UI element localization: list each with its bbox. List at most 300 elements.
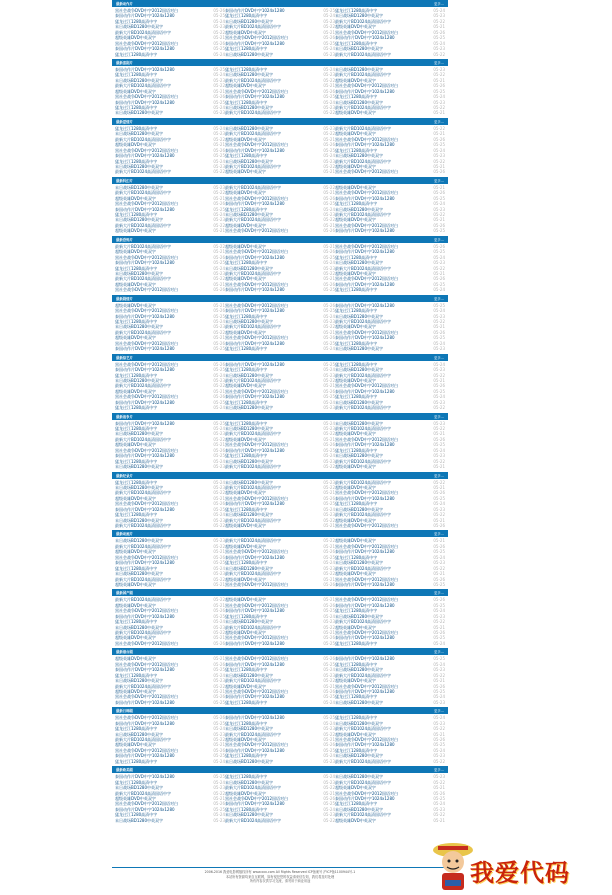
more-link[interactable]: 更多... bbox=[433, 2, 444, 6]
list-item[interactable] bbox=[115, 818, 225, 823]
movie-title-link[interactable]: 超级英雄DVD中英双字 bbox=[115, 302, 156, 308]
movie-title-link[interactable]: 超级英雄DVD中英双字 bbox=[225, 597, 266, 603]
movie-title-link[interactable]: 黑社会战争DVD中字2012国语对白 bbox=[335, 222, 399, 228]
movie-title-link[interactable]: 超级英雄DVD中英双字 bbox=[115, 635, 156, 641]
movie-title-link[interactable]: 超级英雄DVD中英双字 bbox=[335, 270, 376, 276]
movie-title-link[interactable]: 泰国动作片DVD中字1024x1280 bbox=[115, 46, 175, 52]
movie-title-link[interactable]: 末日战场BD1280中英双字 bbox=[115, 217, 164, 223]
movie-title-link[interactable]: 泰国动作片DVD中字1024x1280 bbox=[115, 399, 175, 405]
movie-title-link[interactable]: 最新大片BD1024高清国语中字 bbox=[335, 18, 392, 24]
movie-title-link[interactable]: 猛龙过江1280高清中字 bbox=[225, 399, 268, 405]
movie-title-link[interactable]: 猛龙过江1280高清中字 bbox=[225, 313, 268, 319]
movie-title-link[interactable]: 泰国动作片DVD中字1024x1280 bbox=[115, 13, 175, 19]
movie-title-link[interactable]: 末日战场BD1280中英双字 bbox=[115, 785, 164, 791]
movie-title-link[interactable]: 猛龙过江1280高清中字 bbox=[225, 613, 268, 619]
movie-title-link[interactable]: 最新大片BD1024高清国语中字 bbox=[115, 276, 172, 282]
section-title[interactable]: 最新喜剧片 bbox=[116, 60, 133, 65]
movie-title-link[interactable]: 超级英雄DVD中英双字 bbox=[225, 790, 266, 796]
movie-title-link[interactable]: 末日战场BD1280中英双字 bbox=[115, 817, 164, 823]
movie-title-link[interactable]: 黑社会战争DVD中字2012国语对白 bbox=[225, 302, 289, 308]
list-item[interactable] bbox=[115, 110, 225, 115]
movie-title-link[interactable]: 最新大片BD1024高清国语中字 bbox=[335, 105, 392, 110]
movie-title-link[interactable]: 最新大片BD1024高清国语中字 bbox=[115, 790, 172, 796]
movie-title-link[interactable]: 末日战场BD1280中英双字 bbox=[335, 260, 384, 266]
movie-title-link[interactable]: 末日战场BD1280中英双字 bbox=[335, 66, 384, 72]
more-link[interactable]: 更多... bbox=[433, 591, 444, 596]
list-item[interactable] bbox=[335, 700, 445, 705]
movie-title-link[interactable]: 超级英雄DVD中英双字 bbox=[335, 624, 376, 630]
list-item[interactable] bbox=[115, 700, 225, 705]
list-item[interactable] bbox=[335, 641, 445, 646]
movie-title-link[interactable]: 黑社会战争DVD中字2012国语对白 bbox=[115, 608, 179, 614]
movie-title-link[interactable]: 末日战场BD1280中英双字 bbox=[225, 458, 274, 464]
movie-title-link[interactable]: 超级英雄DVD中英双字 bbox=[115, 249, 156, 255]
movie-title-link[interactable]: 超级英雄DVD中英双字 bbox=[225, 436, 266, 442]
movie-title-link[interactable]: 超级英雄DVD中英双字 bbox=[115, 142, 156, 148]
movie-title-link[interactable]: 最新大片BD1024高清国语中字 bbox=[225, 731, 282, 737]
list-item[interactable] bbox=[225, 523, 335, 528]
movie-title-link[interactable]: 超级英雄DVD中英双字 bbox=[225, 576, 266, 582]
movie-title-link[interactable]: 猛龙过江1280高清中字 bbox=[225, 720, 268, 726]
list-item[interactable] bbox=[225, 110, 335, 115]
movie-title-link[interactable]: 末日战场BD1280中英双字 bbox=[335, 46, 384, 52]
movie-title-link[interactable]: 末日战场BD1280中英双字 bbox=[335, 667, 384, 673]
movie-title-link[interactable]: 超级英雄DVD中英双字 bbox=[115, 549, 156, 555]
movie-title-link[interactable]: 末日战场BD1280中英双字 bbox=[115, 324, 164, 330]
movie-title-link[interactable]: 黑社会战争DVD中字2012国语对白 bbox=[335, 329, 399, 335]
movie-title-link[interactable]: 最新大片BD1024高清国语中字 bbox=[225, 517, 282, 523]
movie-title-link[interactable]: 猛龙过江1280高清中字 bbox=[115, 319, 158, 324]
movie-title-link[interactable]: 猛龙过江1280高清中字 bbox=[225, 753, 268, 759]
movie-title-link[interactable]: 末日战场BD1280中英双字 bbox=[335, 560, 384, 566]
movie-title-link[interactable]: 泰国动作片DVD中字1024x1280 bbox=[335, 388, 395, 394]
movie-title-link[interactable]: 末日战场BD1280中英双字 bbox=[115, 624, 164, 630]
movie-title-link[interactable]: 黑社会战争DVD中字2012国语对白 bbox=[225, 688, 289, 694]
list-item[interactable] bbox=[225, 287, 335, 292]
movie-title-link[interactable]: 猛龙过江1280高清中字 bbox=[335, 254, 378, 260]
movie-title-link[interactable]: 猛龙过江1280高清中字 bbox=[335, 40, 378, 46]
more-link[interactable]: 更多... bbox=[433, 296, 444, 301]
movie-title-link[interactable]: 最新大片BD1024高清国语中字 bbox=[115, 222, 172, 228]
movie-title-link[interactable]: 最新大片BD1024高清国语中字 bbox=[115, 383, 172, 389]
movie-title-link[interactable]: 末日战场BD1280中英双字 bbox=[225, 758, 274, 764]
section-title[interactable]: 最新欧美剧 bbox=[116, 768, 133, 773]
movie-title-link[interactable]: 泰国动作片DVD中字1024x1280 bbox=[115, 66, 175, 72]
movie-title-link[interactable]: 泰国动作片DVD中字1024x1280 bbox=[225, 694, 285, 700]
movie-title-link[interactable]: 最新大片BD1024高清国语中字 bbox=[335, 458, 392, 464]
movie-title-link[interactable]: 最新大片BD1024高清国语中字 bbox=[335, 565, 392, 571]
movie-title-link[interactable]: 泰国动作片DVD中字1024x1280 bbox=[115, 720, 175, 726]
movie-title-link[interactable]: 泰国动作片DVD中字1024x1280 bbox=[225, 361, 285, 367]
movie-title-link[interactable]: 泰国动作片DVD中字1024x1280 bbox=[335, 249, 395, 255]
movie-title-link[interactable]: 超级英雄DVD中英双字 bbox=[225, 190, 266, 196]
movie-title-link[interactable]: 泰国动作片DVD中字1024x1280 bbox=[115, 153, 175, 159]
movie-title-link[interactable]: 黑社会战争DVD中字2012国语对白 bbox=[225, 549, 289, 555]
movie-title-link[interactable]: 黑社会战争DVD中字2012国语对白 bbox=[335, 543, 399, 549]
movie-title-link[interactable]: 猛龙过江1280高清中字 bbox=[225, 453, 268, 459]
movie-title-link[interactable]: 黑社会战争DVD中字2012国语对白 bbox=[115, 394, 179, 400]
movie-title-link[interactable]: 泰国动作片DVD中字1024x1280 bbox=[225, 801, 285, 807]
movie-title-link[interactable]: 末日战场BD1280中英双字 bbox=[335, 753, 384, 759]
list-item[interactable] bbox=[335, 52, 445, 57]
movie-title-link[interactable]: 猛龙过江1280高清中字 bbox=[335, 715, 378, 721]
movie-title-link[interactable]: 猛龙过江1280高清中字 bbox=[115, 125, 158, 131]
more-link[interactable]: 更多... bbox=[433, 119, 444, 124]
movie-title-link[interactable]: 最新大片BD1024高清国语中字 bbox=[335, 158, 392, 164]
movie-title-link[interactable]: 泰国动作片DVD中字1024x1280 bbox=[115, 260, 175, 266]
movie-title-link[interactable]: 末日战场BD1280中英双字 bbox=[225, 265, 274, 271]
movie-title-link[interactable]: 黑社会战争DVD中字2012国语对白 bbox=[335, 169, 399, 175]
movie-title-link[interactable]: 最新大片BD1024高清国语中字 bbox=[115, 329, 172, 335]
movie-title-link[interactable]: 末日战场BD1280中英双字 bbox=[335, 153, 384, 159]
movie-title-link[interactable]: 最新大片BD1024高清国语中字 bbox=[225, 163, 282, 169]
movie-title-link[interactable]: 泰国动作片DVD中字1024x1280 bbox=[115, 99, 175, 105]
movie-title-link[interactable]: 泰国动作片DVD中字1024x1280 bbox=[335, 795, 395, 801]
list-item[interactable] bbox=[335, 287, 445, 292]
list-item[interactable] bbox=[115, 464, 225, 469]
movie-title-link[interactable]: 最新大片BD1024高清国语中字 bbox=[225, 377, 282, 383]
movie-title-link[interactable]: 末日战场BD1280中英双字 bbox=[335, 420, 384, 426]
movie-title-link[interactable]: 末日战场BD1280中英双字 bbox=[335, 367, 384, 373]
list-item[interactable] bbox=[335, 346, 445, 351]
movie-title-link[interactable]: 猛龙过江1280高清中字 bbox=[335, 640, 378, 646]
list-item[interactable] bbox=[335, 228, 445, 233]
movie-title-link[interactable]: 黑社会战争DVD中字2012国语对白 bbox=[335, 630, 399, 635]
movie-title-link[interactable]: 最新大片BD1024高清国语中字 bbox=[225, 624, 282, 630]
movie-title-link[interactable]: 黑社会战争DVD中字2012国语对白 bbox=[225, 795, 289, 801]
movie-title-link[interactable]: 末日战场BD1280中英双字 bbox=[335, 346, 384, 352]
movie-title-link[interactable]: 末日战场BD1280中英双字 bbox=[335, 699, 384, 705]
movie-title-link[interactable]: 超级英雄DVD中英双字 bbox=[335, 785, 376, 791]
movie-title-link[interactable]: 黑社会战争DVD中字2012国语对白 bbox=[335, 136, 399, 142]
movie-title-link[interactable]: 黑社会战争DVD中字2012国语对白 bbox=[115, 254, 179, 260]
movie-title-link[interactable]: 泰国动作片DVD中字1024x1280 bbox=[225, 661, 285, 667]
movie-title-link[interactable]: 猛龙过江1280高清中字 bbox=[115, 212, 158, 217]
section-title[interactable]: 最新日韩剧 bbox=[116, 709, 133, 714]
movie-title-link[interactable]: 黑社会战争DVD中字2012国语对白 bbox=[225, 495, 289, 501]
movie-title-link[interactable]: 泰国动作片DVD中字1024x1280 bbox=[225, 340, 285, 346]
movie-title-link[interactable]: 超级英雄DVD中英双字 bbox=[335, 77, 376, 83]
movie-title-link[interactable]: 末日战场BD1280中英双字 bbox=[335, 13, 384, 19]
movie-title-link[interactable]: 末日战场BD1280中英双字 bbox=[115, 377, 164, 383]
movie-title-link[interactable]: 黑社会战争DVD中字2012国语对白 bbox=[115, 361, 179, 367]
movie-title-link[interactable]: 猛龙过江1280高清中字 bbox=[335, 340, 378, 346]
movie-title-link[interactable]: 泰国动作片DVD中字1024x1280 bbox=[335, 656, 395, 662]
movie-title-link[interactable]: 泰国动作片DVD中字1024x1280 bbox=[115, 699, 175, 705]
movie-title-link[interactable]: 最新大片BD1024高清国语中字 bbox=[335, 479, 392, 485]
movie-title-link[interactable]: 超级英雄DVD中英双字 bbox=[115, 795, 156, 801]
movie-title-link[interactable]: 猛龙过江1280高清中字 bbox=[225, 346, 268, 352]
movie-title-link[interactable]: 猛龙过江1280高清中字 bbox=[335, 287, 378, 293]
movie-title-link[interactable]: 超级英雄DVD中英双字 bbox=[335, 517, 376, 523]
list-item[interactable] bbox=[115, 582, 225, 587]
list-item[interactable] bbox=[225, 818, 335, 823]
movie-title-link[interactable]: 最新大片BD1024高清国语中字 bbox=[115, 243, 172, 249]
movie-title-link[interactable]: 超级英雄DVD中英双字 bbox=[225, 383, 266, 389]
movie-title-link[interactable]: 泰国动作片DVD中字1024x1280 bbox=[115, 313, 175, 319]
movie-title-link[interactable]: 猛龙过江1280高清中字 bbox=[335, 801, 378, 807]
movie-title-link[interactable]: 泰国动作片DVD中字1024x1280 bbox=[225, 287, 285, 293]
movie-title-link[interactable]: 黑社会战争DVD中字2012国语对白 bbox=[225, 742, 289, 748]
movie-title-link[interactable]: 末日战场BD1280中英双字 bbox=[225, 72, 274, 78]
movie-title-link[interactable]: 最新大片BD1024高清国语中字 bbox=[225, 184, 282, 190]
movie-title-link[interactable]: 泰国动作片DVD中字1024x1280 bbox=[335, 635, 395, 641]
list-item[interactable] bbox=[115, 641, 225, 646]
movie-title-link[interactable]: 末日战场BD1280中英双字 bbox=[335, 806, 384, 812]
movie-title-link[interactable]: 猛龙过江1280高清中字 bbox=[335, 608, 378, 614]
movie-title-link[interactable]: 最新大片BD1024高清国语中字 bbox=[335, 812, 392, 818]
movie-title-link[interactable]: 超级英雄DVD中英双字 bbox=[225, 29, 266, 35]
movie-title-link[interactable]: 猛龙过江1280高清中字 bbox=[115, 619, 158, 625]
movie-title-link[interactable]: 末日战场BD1280中英双字 bbox=[225, 479, 274, 485]
movie-title-link[interactable]: 最新大片BD1024高清国语中字 bbox=[335, 512, 392, 518]
list-item[interactable] bbox=[225, 582, 335, 587]
movie-title-link[interactable]: 猛龙过江1280高清中字 bbox=[335, 308, 378, 314]
movie-title-link[interactable]: 猛龙过江1280高清中字 bbox=[335, 501, 378, 507]
movie-title-link[interactable]: 最新大片BD1024高清国语中字 bbox=[225, 24, 282, 30]
movie-title-link[interactable]: 泰国动作片DVD中字1024x1280 bbox=[335, 742, 395, 748]
movie-title-link[interactable]: 猛龙过江1280高清中字 bbox=[115, 18, 158, 24]
movie-title-link[interactable]: 猛龙过江1280高清中字 bbox=[115, 105, 158, 110]
movie-title-link[interactable]: 超级英雄DVD中英双字 bbox=[225, 169, 266, 175]
movie-title-link[interactable]: 末日战场BD1280中英双字 bbox=[225, 619, 274, 625]
movie-title-link[interactable]: 最新大片BD1024高清国语中字 bbox=[115, 136, 172, 142]
movie-title-link[interactable]: 超级英雄DVD中英双字 bbox=[225, 523, 266, 528]
movie-title-link[interactable]: 最新大片BD1024高清国语中字 bbox=[115, 490, 172, 496]
movie-title-link[interactable]: 超级英雄DVD中英双字 bbox=[225, 83, 266, 89]
movie-title-link[interactable]: 末日战场BD1280中英双字 bbox=[225, 512, 274, 518]
movie-title-link[interactable]: 黑社会战争DVD中字2012国语对白 bbox=[335, 683, 399, 689]
list-item[interactable] bbox=[225, 405, 335, 410]
movie-title-link[interactable]: 黑社会战争DVD中字2012国语对白 bbox=[225, 635, 289, 641]
movie-title-link[interactable]: 末日战场BD1280中英双字 bbox=[225, 158, 274, 164]
movie-title-link[interactable]: 最新大片BD1024高清国语中字 bbox=[335, 125, 392, 131]
movie-title-link[interactable]: 猛龙过江1280高清中字 bbox=[335, 661, 378, 667]
movie-title-link[interactable]: 泰国动作片DVD中字1024x1280 bbox=[115, 206, 175, 212]
movie-title-link[interactable]: 最新大片BD1024高清国语中字 bbox=[225, 431, 282, 437]
movie-title-link[interactable]: 黑社会战争DVD中字2012国语对白 bbox=[115, 747, 179, 753]
list-item[interactable] bbox=[335, 523, 445, 528]
movie-title-link[interactable]: 超级英雄DVD中英双字 bbox=[225, 737, 266, 742]
more-link[interactable]: 更多... bbox=[433, 414, 444, 419]
movie-title-link[interactable]: 超级英雄DVD中英双字 bbox=[115, 742, 156, 748]
movie-title-link[interactable]: 泰国动作片DVD中字1024x1280 bbox=[115, 367, 175, 373]
movie-title-link[interactable]: 泰国动作片DVD中字1024x1280 bbox=[115, 453, 175, 459]
section-title[interactable]: 最新爱情片 bbox=[116, 119, 133, 124]
movie-title-link[interactable]: 猛龙过江1280高清中字 bbox=[115, 758, 158, 764]
movie-title-link[interactable]: 超级英雄DVD中英双字 bbox=[115, 581, 156, 587]
movie-title-link[interactable]: 黑社会战争DVD中字2012国语对白 bbox=[115, 287, 179, 293]
section-title[interactable]: 最新综艺片 bbox=[116, 355, 133, 360]
movie-title-link[interactable]: 猛龙过江1280高清中字 bbox=[115, 51, 158, 57]
movie-title-link[interactable]: 黑社会战争DVD中字2012国语对白 bbox=[115, 501, 179, 507]
movie-title-link[interactable]: 泰国动作片DVD中字1024x1280 bbox=[225, 501, 285, 507]
movie-title-link[interactable]: 超级英雄DVD中英双字 bbox=[115, 88, 156, 94]
section-title[interactable]: 最新动作片 bbox=[116, 2, 133, 6]
movie-title-link[interactable]: 猛龙过江1280高清中字 bbox=[225, 46, 268, 52]
movie-title-link[interactable]: 末日战场BD1280中英双字 bbox=[225, 105, 274, 110]
more-link[interactable]: 更多... bbox=[433, 650, 444, 655]
movie-title-link[interactable]: 黑社会战争DVD中字2012国语对白 bbox=[115, 694, 179, 700]
movie-title-link[interactable]: 末日战场BD1280中英双字 bbox=[115, 731, 164, 737]
movie-title-link[interactable]: 黑社会战争DVD中字2012国语对白 bbox=[335, 436, 399, 442]
movie-title-link[interactable]: 泰国动作片DVD中字1024x1280 bbox=[335, 442, 395, 448]
movie-title-link[interactable]: 最新大片BD1024高清国语中字 bbox=[115, 683, 172, 689]
movie-title-link[interactable]: 最新大片BD1024高清国语中字 bbox=[335, 212, 392, 217]
movie-title-link[interactable]: 猛龙过江1280高清中字 bbox=[115, 512, 158, 518]
movie-title-link[interactable]: 超级英雄DVD中英双字 bbox=[335, 324, 376, 330]
movie-title-link[interactable]: 黑社会战争DVD中字2012国语对白 bbox=[225, 281, 289, 287]
section-title[interactable]: 最新港台剧 bbox=[116, 650, 133, 655]
list-item[interactable] bbox=[115, 169, 225, 174]
movie-title-link[interactable]: 末日战场BD1280中英双字 bbox=[115, 24, 164, 30]
movie-title-link[interactable]: 黑社会战争DVD中字2012国语对白 bbox=[335, 243, 399, 249]
list-item[interactable] bbox=[115, 52, 225, 57]
list-item[interactable] bbox=[225, 700, 335, 705]
more-link[interactable]: 更多... bbox=[433, 532, 444, 537]
movie-title-link[interactable]: 猛龙过江1280高清中字 bbox=[115, 812, 158, 818]
movie-title-link[interactable]: 末日战场BD1280中英双字 bbox=[225, 319, 274, 324]
movie-title-link[interactable]: 泰国动作片DVD中字1024x1280 bbox=[335, 581, 395, 587]
movie-title-link[interactable]: 泰国动作片DVD中字1024x1280 bbox=[225, 254, 285, 260]
movie-title-link[interactable]: 末日战场BD1280中英双字 bbox=[335, 613, 384, 619]
movie-title-link[interactable]: 黑社会战争DVD中字2012国语对白 bbox=[335, 276, 399, 282]
movie-title-link[interactable]: 猛龙过江1280高清中字 bbox=[335, 201, 378, 207]
movie-title-link[interactable]: 黑社会战争DVD中字2012国语对白 bbox=[115, 147, 179, 153]
movie-title-link[interactable]: 最新大片BD1024高清国语中字 bbox=[225, 785, 282, 791]
movie-title-link[interactable]: 黑社会战争DVD中字2012国语对白 bbox=[115, 40, 179, 46]
movie-title-link[interactable]: 末日战场BD1280中英双字 bbox=[225, 726, 274, 732]
movie-title-link[interactable]: 猛龙过江1280高清中字 bbox=[225, 774, 268, 780]
movie-title-link[interactable]: 猛龙过江1280高清中字 bbox=[115, 672, 158, 678]
movie-title-link[interactable]: 超级英雄DVD中英双字 bbox=[335, 217, 376, 223]
movie-title-link[interactable]: 猛龙过江1280高清中字 bbox=[115, 72, 158, 78]
movie-title-link[interactable]: 超级英雄DVD中英双字 bbox=[225, 276, 266, 282]
movie-title-link[interactable]: 猛龙过江1280高清中字 bbox=[335, 147, 378, 153]
movie-title-link[interactable]: 泰国动作片DVD中字1024x1280 bbox=[115, 774, 175, 780]
movie-title-link[interactable]: 猛龙过江1280高清中字 bbox=[225, 806, 268, 812]
list-item[interactable] bbox=[115, 228, 225, 233]
more-link[interactable]: 更多... bbox=[433, 768, 444, 773]
movie-title-link[interactable]: 猛龙过江1280高清中字 bbox=[225, 206, 268, 212]
movie-title-link[interactable]: 末日战场BD1280中英双字 bbox=[115, 131, 164, 137]
movie-title-link[interactable]: 猛龙过江1280高清中字 bbox=[225, 99, 268, 105]
movie-title-link[interactable]: 最新大片BD1024高清国语中字 bbox=[335, 758, 392, 764]
movie-title-link[interactable]: 泰国动作片DVD中字1024x1280 bbox=[225, 394, 285, 400]
movie-title-link[interactable]: 猛龙过江1280高清中字 bbox=[335, 394, 378, 400]
movie-title-link[interactable]: 超级英雄DVD中英双字 bbox=[335, 163, 376, 169]
movie-title-link[interactable]: 超级英雄DVD中英双字 bbox=[335, 678, 376, 684]
movie-title-link[interactable]: 超级英雄DVD中英双字 bbox=[335, 464, 376, 470]
movie-title-link[interactable]: 最新大片BD1024高清国语中字 bbox=[335, 265, 392, 271]
list-item[interactable] bbox=[335, 405, 445, 410]
movie-title-link[interactable]: 超级英雄DVD中英双字 bbox=[115, 281, 156, 287]
movie-title-link[interactable]: 最新大片BD1024高清国语中字 bbox=[225, 77, 282, 83]
list-item[interactable] bbox=[115, 405, 225, 410]
list-item[interactable] bbox=[335, 110, 445, 115]
movie-title-link[interactable]: 末日战场BD1280中英双字 bbox=[225, 405, 274, 411]
movie-title-link[interactable]: 泰国动作片DVD中字1024x1280 bbox=[225, 715, 285, 721]
list-item[interactable] bbox=[225, 228, 335, 233]
list-item[interactable] bbox=[115, 759, 225, 764]
movie-title-link[interactable]: 超级英雄DVD中英双字 bbox=[225, 683, 266, 689]
movie-title-link[interactable]: 超级英雄DVD中英双字 bbox=[225, 543, 266, 549]
movie-title-link[interactable]: 泰国动作片DVD中字1024x1280 bbox=[115, 506, 175, 512]
section-title[interactable]: 最新剧情片 bbox=[116, 296, 133, 301]
movie-title-link[interactable]: 猛龙过江1280高清中字 bbox=[115, 726, 158, 732]
list-item[interactable] bbox=[335, 582, 445, 587]
movie-title-link[interactable]: 最新大片BD1024高清国语中字 bbox=[335, 426, 392, 431]
movie-title-link[interactable]: 猛龙过江1280高清中字 bbox=[225, 699, 268, 705]
movie-title-link[interactable]: 最新大片BD1024高清国语中字 bbox=[115, 523, 172, 528]
movie-title-link[interactable]: 猛龙过江1280高清中字 bbox=[225, 560, 268, 566]
list-item[interactable] bbox=[225, 759, 335, 764]
movie-title-link[interactable]: 最新大片BD1024高清国语中字 bbox=[115, 169, 172, 175]
movie-title-link[interactable]: 末日战场BD1280中英双字 bbox=[115, 110, 164, 116]
movie-title-link[interactable]: 末日战场BD1280中英双字 bbox=[115, 163, 164, 169]
movie-title-link[interactable]: 末日战场BD1280中英双字 bbox=[225, 672, 274, 678]
list-item[interactable] bbox=[225, 52, 335, 57]
movie-title-link[interactable]: 泰国动作片DVD中字1024x1280 bbox=[335, 688, 395, 694]
movie-title-link[interactable]: 猛龙过江1280高清中字 bbox=[115, 479, 158, 485]
movie-title-link[interactable]: 最新大片BD1024高清国语中字 bbox=[335, 319, 392, 324]
movie-title-link[interactable]: 黑社会战争DVD中字2012国语对白 bbox=[115, 94, 179, 100]
movie-title-link[interactable]: 黑社会战争DVD中字2012国语对白 bbox=[335, 490, 399, 496]
movie-title-link[interactable]: 末日战场BD1280中英双字 bbox=[225, 51, 274, 57]
movie-title-link[interactable]: 黑社会战争DVD中字2012国语对白 bbox=[115, 201, 179, 207]
movie-title-link[interactable]: 最新大片BD1024高清国语中字 bbox=[225, 270, 282, 276]
movie-title-link[interactable]: 黑社会战争DVD中字2012国语对白 bbox=[225, 195, 289, 201]
movie-title-link[interactable]: 泰国动作片DVD中字1024x1280 bbox=[335, 495, 395, 501]
list-item[interactable] bbox=[335, 169, 445, 174]
movie-title-link[interactable]: 最新大片BD1024高清国语中字 bbox=[335, 726, 392, 732]
list-item[interactable] bbox=[225, 346, 335, 351]
movie-title-link[interactable]: 最新大片BD1024高清国语中字 bbox=[115, 737, 172, 742]
movie-title-link[interactable]: 末日战场BD1280中英双字 bbox=[115, 270, 164, 276]
section-title[interactable]: 最新动画片 bbox=[116, 532, 133, 537]
section-title[interactable]: 最新科幻片 bbox=[116, 178, 133, 183]
movie-title-link[interactable]: 末日战场BD1280中英双字 bbox=[115, 678, 164, 684]
movie-title-link[interactable]: 黑社会战争DVD中字2012国语对白 bbox=[225, 249, 289, 255]
movie-title-link[interactable]: 泰国动作片DVD中字1024x1280 bbox=[225, 447, 285, 453]
movie-title-link[interactable]: 超级英雄DVD中英双字 bbox=[115, 688, 156, 694]
movie-title-link[interactable]: 最新大片BD1024高清国语中字 bbox=[335, 405, 392, 411]
movie-title-link[interactable]: 黑社会战争DVD中字2012国语对白 bbox=[115, 715, 179, 721]
movie-title-link[interactable]: 最新大片BD1024高清国语中字 bbox=[225, 817, 282, 823]
movie-title-link[interactable]: 黑社会战争DVD中字2012国语对白 bbox=[115, 447, 179, 453]
more-link[interactable]: 更多... bbox=[433, 709, 444, 714]
movie-title-link[interactable]: 泰国动作片DVD中字1024x1280 bbox=[335, 142, 395, 148]
movie-title-link[interactable]: 猛龙过江1280高清中字 bbox=[335, 747, 378, 753]
movie-title-link[interactable]: 猛龙过江1280高清中字 bbox=[225, 66, 268, 72]
movie-title-link[interactable]: 最新大片BD1024高清国语中字 bbox=[115, 576, 172, 582]
movie-title-link[interactable]: 泰国动作片DVD中字1024x1280 bbox=[335, 88, 395, 94]
movie-title-link[interactable]: 猛龙过江1280高清中字 bbox=[115, 158, 158, 164]
movie-title-link[interactable]: 末日战场BD1280中英双字 bbox=[115, 464, 164, 470]
list-item[interactable] bbox=[225, 169, 335, 174]
movie-title-link[interactable]: 泰国动作片DVD中字1024x1280 bbox=[115, 806, 175, 812]
movie-title-link[interactable]: 超级英雄DVD中英双字 bbox=[335, 431, 376, 437]
movie-title-link[interactable]: 猛龙过江1280高清中字 bbox=[115, 565, 158, 571]
movie-title-link[interactable]: 超级英雄DVD中英双字 bbox=[115, 228, 156, 234]
movie-title-link[interactable]: 泰国动作片DVD中字1024x1280 bbox=[225, 747, 285, 753]
list-item[interactable] bbox=[225, 464, 335, 469]
movie-title-link[interactable]: 泰国动作片DVD中字1024x1280 bbox=[225, 201, 285, 207]
more-link[interactable]: 更多... bbox=[433, 473, 444, 478]
movie-title-link[interactable]: 泰国动作片DVD中字1024x1280 bbox=[335, 281, 395, 287]
movie-title-link[interactable]: 泰国动作片DVD中字1024x1280 bbox=[335, 228, 395, 234]
list-item[interactable] bbox=[225, 641, 335, 646]
